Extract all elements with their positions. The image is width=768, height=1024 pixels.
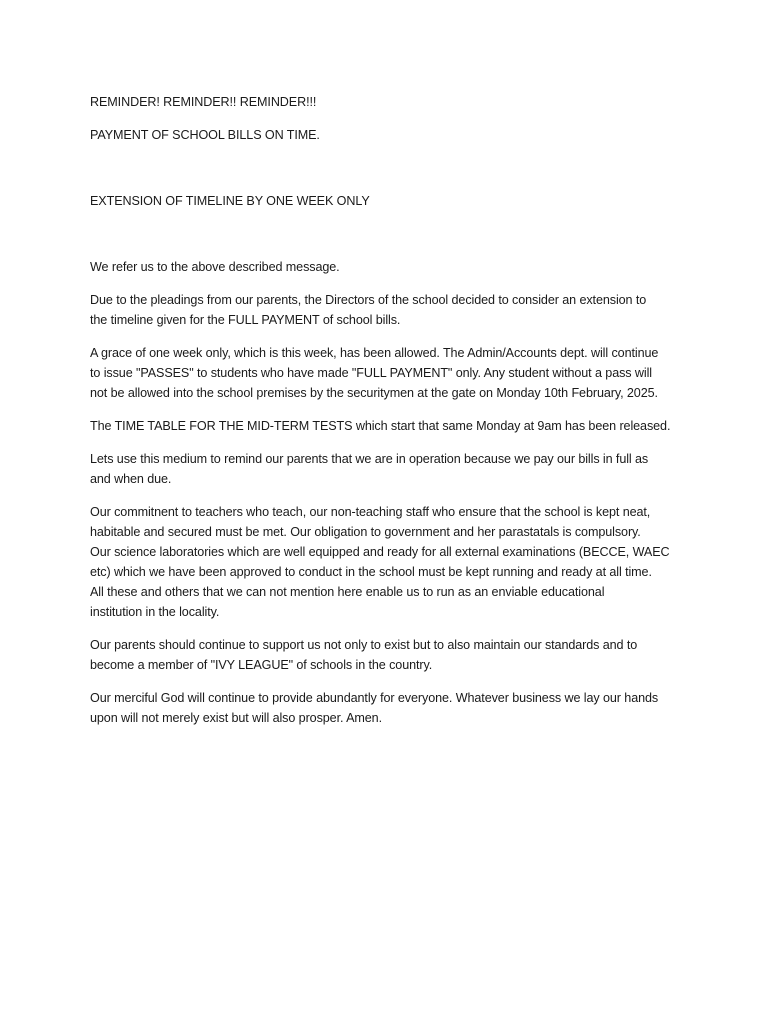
paragraph-closing: [90, 688, 685, 728]
reminder-heading: REMINDER! REMINDER!! REMINDER!!!: [90, 95, 317, 109]
text-line: the timeline given for the FULL PAYMENT of school bills.: [90, 313, 401, 327]
text-line: Lets use this medium to remind our parents that we are in operation because we pay our bills in full as: [90, 452, 649, 466]
blank-space: [90, 224, 685, 257]
text-line: Our science laboratories which are well equipped and ready for all external examinations (BECCE, WAEC: [90, 545, 670, 559]
paragraph-extension: [90, 290, 685, 330]
paragraph-commitment: [90, 502, 685, 622]
text-line: upon will not merely exist but will also prosper. Amen.: [90, 711, 382, 725]
text-line: We refer us to the above described message.: [90, 260, 340, 274]
paragraph-timetable: [90, 416, 685, 436]
text-line: and when due.: [90, 472, 172, 486]
text-line: Our commitnent to teachers who teach, our non-teaching staff who ensure that the school is kept neat,: [90, 505, 651, 519]
paragraph-support: [90, 635, 685, 675]
text-line: not be allowed into the school premises by the securitymen at the gate on Monday 10th February, 2025.: [90, 386, 658, 400]
text-line: to issue "PASSES" to students who have made "FULL PAYMENT" only. Any student without a pass will: [90, 366, 652, 380]
text-line: etc) which we have been approved to conduct in the school must be kept running and ready at all time.: [90, 565, 652, 579]
text-line: All these and others that we can not mention here enable us to run as an enviable educational: [90, 585, 605, 599]
extension-heading: EXTENSION OF TIMELINE BY ONE WEEK ONLY: [90, 194, 370, 208]
text-line: Due to the pleadings from our parents, the Directors of the school decided to consider an extension to: [90, 293, 647, 307]
text-line: institution in the locality.: [90, 605, 220, 619]
text-line: The TIME TABLE FOR THE MID-TERM TESTS which start that same Monday at 9am has been released.: [90, 419, 671, 433]
text-line: habitable and secured must be met. Our obligation to government and her parastatals is compulsory.: [90, 525, 641, 539]
subject-heading: PAYMENT OF SCHOOL BILLS ON TIME.: [90, 128, 320, 142]
text-line: become a member of "IVY LEAGUE" of schools in the country.: [90, 658, 433, 672]
document-body: [90, 92, 685, 741]
paragraph-grace-period: [90, 343, 685, 403]
paragraph-intro: [90, 257, 685, 277]
text-line: A grace of one week only, which is this week, has been allowed. The Admin/Accounts dept. will continue: [90, 346, 659, 360]
paragraph-reminder: [90, 449, 685, 489]
text-line: Our merciful God will continue to provide abundantly for everyone. Whatever business we lay our hands: [90, 691, 659, 705]
blank-space: [90, 158, 685, 191]
text-line: Our parents should continue to support us not only to exist but to also maintain our standards and to: [90, 638, 638, 652]
